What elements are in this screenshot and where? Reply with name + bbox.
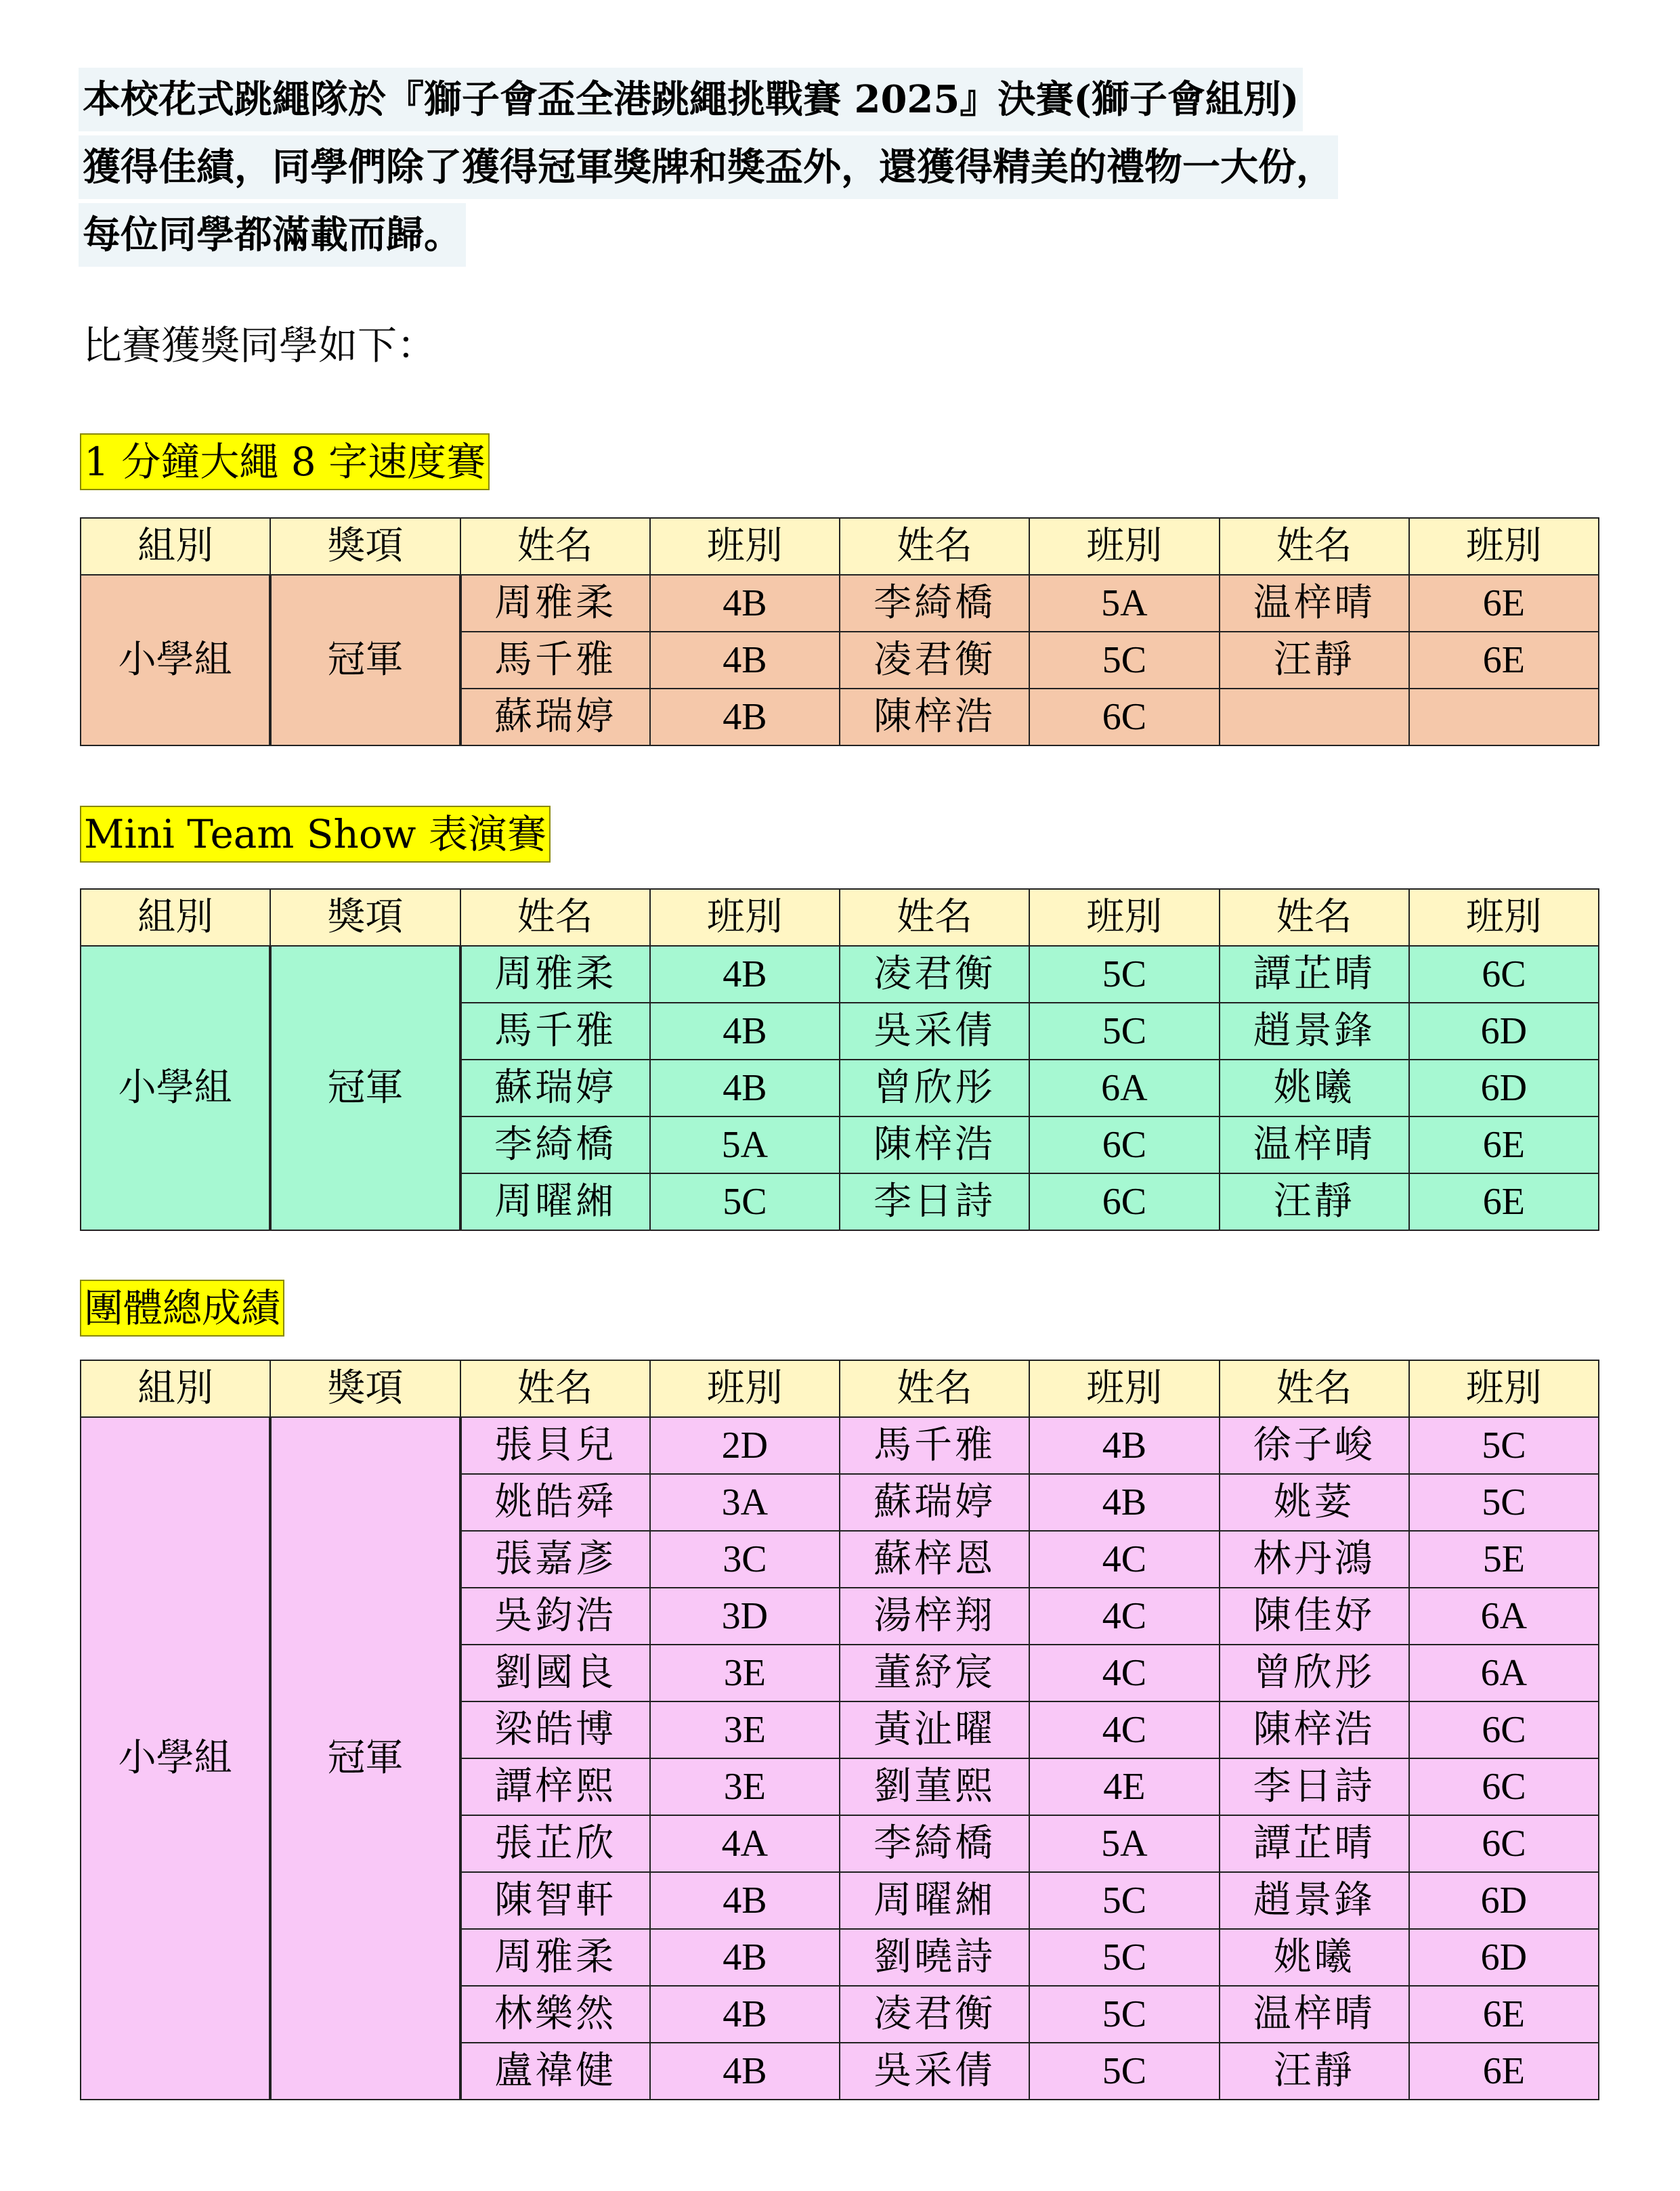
student-class: 6C	[1409, 1701, 1599, 1758]
header-group: 組別	[81, 518, 270, 575]
student-class: 3C	[650, 1531, 840, 1588]
student-name: 曾欣彤	[840, 1060, 1029, 1116]
student-class: 5C	[1029, 1003, 1219, 1060]
student-class: 6A	[1409, 1645, 1599, 1701]
header-class: 班別	[1409, 889, 1599, 946]
header-award: 獎項	[270, 889, 460, 946]
student-class: 4B	[1029, 1474, 1219, 1531]
header-name: 姓名	[460, 889, 650, 946]
student-name: 吳采倩	[840, 2043, 1029, 2100]
header-award: 獎項	[270, 518, 460, 575]
student-name: 温梓晴	[1220, 575, 1409, 632]
header-class: 班別	[1409, 518, 1599, 575]
student-name: 陳佳妤	[1220, 1588, 1409, 1645]
student-name: 董紓宸	[840, 1645, 1029, 1701]
student-class: 4C	[1029, 1701, 1219, 1758]
intro-line-2: 獲得佳績，同學們除了獲得冠軍獎牌和獎盃外，還獲得精美的禮物一大份，	[79, 135, 1338, 199]
header-name: 姓名	[840, 1360, 1029, 1417]
student-name: 馬千雅	[460, 1003, 650, 1060]
student-class: 6C	[1409, 1815, 1599, 1872]
student-class: 4B	[650, 946, 840, 1003]
student-name: 李綺橋	[460, 1116, 650, 1173]
student-class: 5C	[1409, 1474, 1599, 1531]
student-name: 吳采倩	[840, 1003, 1029, 1060]
student-name: 周雅柔	[460, 575, 650, 632]
group-cell: 小學組	[81, 1417, 270, 2100]
section-title-speed: 1 分鐘大繩 8 字速度賽	[80, 433, 490, 490]
student-class: 5E	[1409, 1531, 1599, 1588]
student-class: 5A	[1029, 1815, 1219, 1872]
table-header-row	[81, 1360, 1599, 1417]
student-class: 4E	[1029, 1758, 1219, 1815]
intro-paragraph	[79, 68, 1595, 271]
student-name: 温梓晴	[1220, 1986, 1409, 2043]
student-class: 6E	[1409, 1986, 1599, 2043]
student-class: 2D	[650, 1417, 840, 1474]
student-class: 4B	[650, 1872, 840, 1929]
intro-line-1: 本校花式跳繩隊於『獅子會盃全港跳繩挑戰賽 2025』決賽(獅子會組別)	[79, 68, 1303, 131]
student-name: 趙景鋒	[1220, 1003, 1409, 1060]
table-row	[81, 575, 1599, 632]
student-class: 6D	[1409, 1929, 1599, 1986]
student-name: 陳智軒	[460, 1872, 650, 1929]
student-class: 4C	[1029, 1588, 1219, 1645]
student-name: 周雅柔	[460, 1929, 650, 1986]
table-row	[81, 1417, 1599, 1474]
student-class	[1409, 689, 1599, 745]
student-class: 6D	[1409, 1872, 1599, 1929]
student-class: 5C	[1029, 1986, 1219, 2043]
student-name: 汪靜	[1220, 632, 1409, 689]
student-name: 姚荽	[1220, 1474, 1409, 1531]
student-name: 劉國良	[460, 1645, 650, 1701]
student-class: 5A	[650, 1116, 840, 1173]
student-name: 林丹鴻	[1220, 1531, 1409, 1588]
student-name: 張嘉彥	[460, 1531, 650, 1588]
intro-line-3: 每位同學都滿載而歸。	[79, 203, 466, 267]
section-title-mini-team-show: Mini Team Show 表演賽	[80, 806, 551, 863]
student-name: 李綺橋	[840, 575, 1029, 632]
student-class: 5C	[1029, 632, 1219, 689]
student-class: 5C	[1409, 1417, 1599, 1474]
student-class: 4C	[1029, 1531, 1219, 1588]
award-cell: 冠軍	[270, 575, 460, 745]
student-name: 李綺橋	[840, 1815, 1029, 1872]
table-header-row	[81, 889, 1599, 946]
student-class: 4B	[650, 689, 840, 745]
student-name: 馬千雅	[840, 1417, 1029, 1474]
student-class: 4B	[650, 1929, 840, 1986]
student-name: 凌君衡	[840, 632, 1029, 689]
student-name: 汪靜	[1220, 2043, 1409, 2100]
header-group: 組別	[81, 1360, 270, 1417]
student-class: 3E	[650, 1701, 840, 1758]
student-name: 黃沚曜	[840, 1701, 1029, 1758]
student-class: 6D	[1409, 1060, 1599, 1116]
student-class: 4B	[650, 1003, 840, 1060]
award-cell: 冠軍	[270, 1417, 460, 2100]
student-class: 3E	[650, 1758, 840, 1815]
student-name: 譚芷晴	[1220, 1815, 1409, 1872]
student-name: 劉菫熙	[840, 1758, 1029, 1815]
header-name: 姓名	[460, 1360, 650, 1417]
student-class: 3D	[650, 1588, 840, 1645]
student-name: 周曜緗	[840, 1872, 1029, 1929]
student-class: 4C	[1029, 1645, 1219, 1701]
student-class: 6C	[1029, 1116, 1219, 1173]
student-name: 譚梓熙	[460, 1758, 650, 1815]
award-cell: 冠軍	[270, 946, 460, 1230]
header-class: 班別	[650, 889, 840, 946]
student-class: 4B	[1029, 1417, 1219, 1474]
student-name: 李日詩	[1220, 1758, 1409, 1815]
student-class: 6E	[1409, 1173, 1599, 1230]
student-name: 陳梓浩	[840, 689, 1029, 745]
student-class: 6E	[1409, 2043, 1599, 2100]
student-name	[1220, 689, 1409, 745]
section-title-overall: 團體總成績	[80, 1280, 284, 1337]
student-name: 張貝兒	[460, 1417, 650, 1474]
header-class: 班別	[650, 518, 840, 575]
student-class: 3E	[650, 1645, 840, 1701]
student-class: 4B	[650, 1986, 840, 2043]
overall-results-table	[80, 1360, 1599, 2100]
student-name: 姚皓舜	[460, 1474, 650, 1531]
header-class: 班別	[1029, 889, 1219, 946]
student-class: 4B	[650, 2043, 840, 2100]
table-row	[81, 946, 1599, 1003]
header-name: 姓名	[460, 518, 650, 575]
student-class: 4B	[650, 575, 840, 632]
student-class: 5A	[1029, 575, 1219, 632]
student-class: 4B	[650, 632, 840, 689]
student-name: 劉曉詩	[840, 1929, 1029, 1986]
student-class: 6C	[1029, 689, 1219, 745]
student-class: 6E	[1409, 632, 1599, 689]
header-name: 姓名	[1220, 518, 1409, 575]
student-class: 6E	[1409, 1116, 1599, 1173]
student-class: 5C	[1029, 1929, 1219, 1986]
header-award: 獎項	[270, 1360, 460, 1417]
student-name: 張芷欣	[460, 1815, 650, 1872]
mini-team-show-table	[80, 888, 1599, 1231]
student-name: 凌君衡	[840, 946, 1029, 1003]
student-name: 温梓晴	[1220, 1116, 1409, 1173]
student-class: 5C	[1029, 2043, 1219, 2100]
student-name: 徐子峻	[1220, 1417, 1409, 1474]
header-name: 姓名	[840, 518, 1029, 575]
header-name: 姓名	[1220, 889, 1409, 946]
student-name: 陳梓浩	[840, 1116, 1029, 1173]
student-name: 姚曦	[1220, 1060, 1409, 1116]
student-name: 梁皓博	[460, 1701, 650, 1758]
student-class: 6D	[1409, 1003, 1599, 1060]
header-class: 班別	[1029, 1360, 1219, 1417]
student-name: 蘇瑞婷	[840, 1474, 1029, 1531]
student-name: 曾欣彤	[1220, 1645, 1409, 1701]
student-name: 周曜緗	[460, 1173, 650, 1230]
student-class: 5C	[1029, 946, 1219, 1003]
header-name: 姓名	[1220, 1360, 1409, 1417]
winners-heading: 比賽獲獎同學如下：	[83, 322, 437, 368]
student-class: 6C	[1409, 946, 1599, 1003]
student-name: 周雅柔	[460, 946, 650, 1003]
table-header-row	[81, 518, 1599, 575]
student-name: 蘇瑞婷	[460, 1060, 650, 1116]
student-class: 3A	[650, 1474, 840, 1531]
student-name: 蘇瑞婷	[460, 689, 650, 745]
student-name: 譚芷晴	[1220, 946, 1409, 1003]
student-name: 李日詩	[840, 1173, 1029, 1230]
header-class: 班別	[1409, 1360, 1599, 1417]
speed-race-table	[80, 517, 1599, 746]
header-group: 組別	[81, 889, 270, 946]
student-class: 6A	[1029, 1060, 1219, 1116]
student-name: 蘇梓恩	[840, 1531, 1029, 1588]
student-name: 湯梓翔	[840, 1588, 1029, 1645]
student-name: 林樂然	[460, 1986, 650, 2043]
student-class: 5C	[650, 1173, 840, 1230]
student-class: 5C	[1029, 1872, 1219, 1929]
student-class: 6C	[1029, 1173, 1219, 1230]
student-name: 凌君衡	[840, 1986, 1029, 2043]
student-name: 吳鈞浩	[460, 1588, 650, 1645]
header-name: 姓名	[840, 889, 1029, 946]
student-name: 盧禕健	[460, 2043, 650, 2100]
student-name: 汪靜	[1220, 1173, 1409, 1230]
student-class: 6C	[1409, 1758, 1599, 1815]
student-name: 陳梓浩	[1220, 1701, 1409, 1758]
header-class: 班別	[1029, 518, 1219, 575]
student-name: 馬千雅	[460, 632, 650, 689]
student-class: 4B	[650, 1060, 840, 1116]
student-class: 4A	[650, 1815, 840, 1872]
student-class: 6A	[1409, 1588, 1599, 1645]
student-name: 趙景鋒	[1220, 1872, 1409, 1929]
header-class: 班別	[650, 1360, 840, 1417]
student-name: 姚曦	[1220, 1929, 1409, 1986]
group-cell: 小學組	[81, 946, 270, 1230]
student-class: 6E	[1409, 575, 1599, 632]
group-cell: 小學組	[81, 575, 270, 745]
